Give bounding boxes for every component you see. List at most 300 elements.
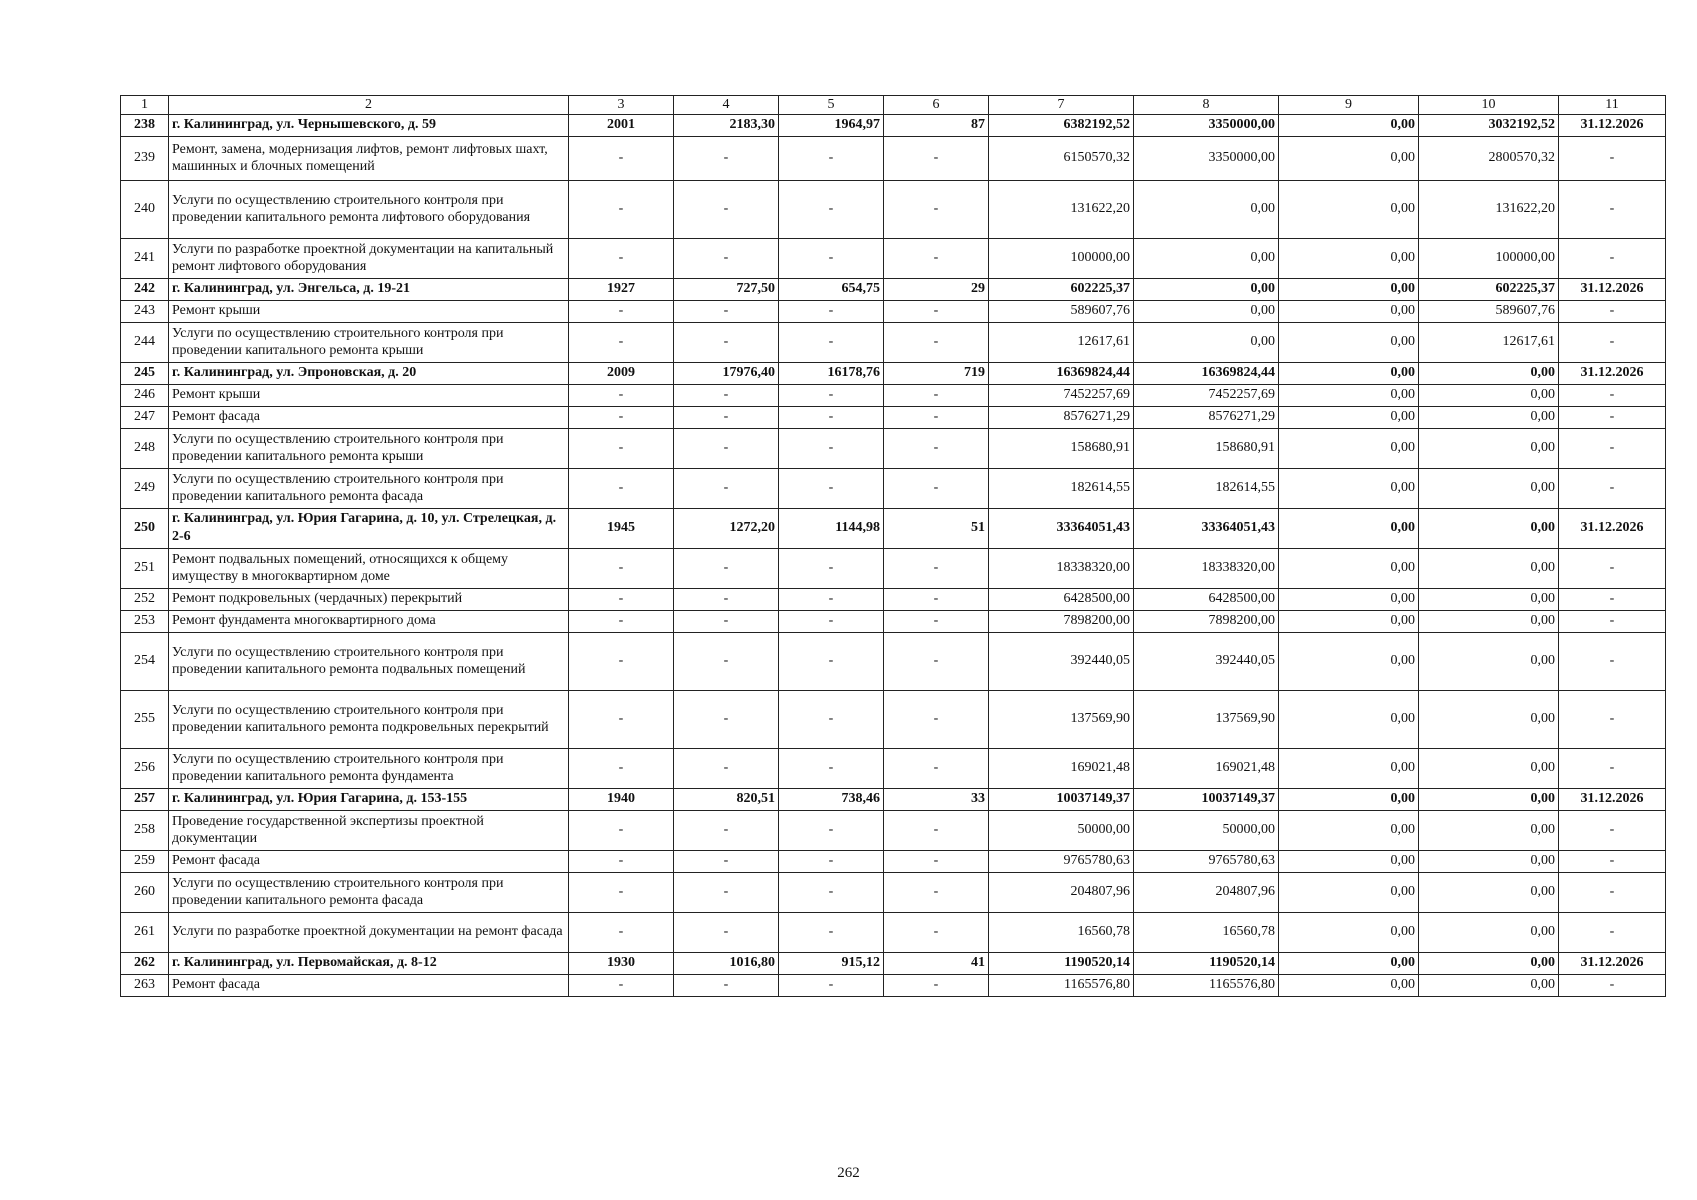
living-area-cell: -	[779, 300, 884, 322]
residents-cell: -	[884, 872, 989, 912]
completion-date-cell: -	[1559, 588, 1666, 610]
living-area-cell: -	[779, 136, 884, 180]
description-cell: Услуги по осуществлению строительного контроля при проведении капитального ремонта подкровельных перекрытий	[169, 690, 569, 748]
residents-cell: 29	[884, 278, 989, 300]
owner-funds-cell: 0,00	[1419, 362, 1559, 384]
residents-cell: -	[884, 974, 989, 996]
owner-funds-cell: 0,00	[1419, 810, 1559, 850]
total-cost-cell: 9765780,63	[989, 850, 1134, 872]
living-area-cell: -	[779, 180, 884, 238]
completion-date-cell: -	[1559, 238, 1666, 278]
owner-funds-cell: 602225,37	[1419, 278, 1559, 300]
column-number: 4	[674, 96, 779, 115]
description-cell: Ремонт фасада	[169, 850, 569, 872]
total-area-cell: -	[674, 300, 779, 322]
year-built-cell: 1930	[569, 952, 674, 974]
row-number-cell: 249	[121, 468, 169, 508]
living-area-cell: -	[779, 322, 884, 362]
fund-amount-cell: 0,00	[1134, 180, 1279, 238]
owner-funds-cell: 0,00	[1419, 850, 1559, 872]
year-built-cell: -	[569, 468, 674, 508]
year-built-cell: -	[569, 748, 674, 788]
other-sources-cell: 0,00	[1279, 428, 1419, 468]
total-area-cell: -	[674, 872, 779, 912]
owner-funds-cell: 589607,76	[1419, 300, 1559, 322]
total-cost-cell: 7898200,00	[989, 610, 1134, 632]
description-cell: Услуги по осуществлению строительного контроля при проведении капитального ремонта крыши	[169, 428, 569, 468]
completion-date-cell: -	[1559, 300, 1666, 322]
row-number-cell: 248	[121, 428, 169, 468]
fund-amount-cell: 392440,05	[1134, 632, 1279, 690]
owner-funds-cell: 0,00	[1419, 872, 1559, 912]
completion-date-cell: -	[1559, 690, 1666, 748]
living-area-cell: -	[779, 810, 884, 850]
work-item-row	[121, 850, 1666, 872]
living-area-cell: -	[779, 468, 884, 508]
work-item-row	[121, 548, 1666, 588]
total-area-cell: -	[674, 588, 779, 610]
other-sources-cell: 0,00	[1279, 810, 1419, 850]
completion-date-cell: -	[1559, 912, 1666, 952]
residents-cell: -	[884, 810, 989, 850]
residents-cell: -	[884, 428, 989, 468]
total-area-cell: -	[674, 632, 779, 690]
other-sources-cell: 0,00	[1279, 632, 1419, 690]
fund-amount-cell: 16560,78	[1134, 912, 1279, 952]
fund-amount-cell: 204807,96	[1134, 872, 1279, 912]
fund-amount-cell: 33364051,43	[1134, 508, 1279, 548]
total-area-cell: 17976,40	[674, 362, 779, 384]
year-built-cell: -	[569, 136, 674, 180]
living-area-cell: -	[779, 428, 884, 468]
total-area-cell: -	[674, 912, 779, 952]
other-sources-cell: 0,00	[1279, 300, 1419, 322]
description-cell: г. Калининград, ул. Первомайская, д. 8-12	[169, 952, 569, 974]
fund-amount-cell: 7898200,00	[1134, 610, 1279, 632]
description-cell: г. Калининград, ул. Чернышевского, д. 59	[169, 114, 569, 136]
description-cell: г. Калининград, ул. Юрия Гагарина, д. 153-155	[169, 788, 569, 810]
year-built-cell: -	[569, 322, 674, 362]
total-cost-cell: 16560,78	[989, 912, 1134, 952]
residents-cell: -	[884, 850, 989, 872]
completion-date-cell: 31.12.2026	[1559, 278, 1666, 300]
total-area-cell: -	[674, 690, 779, 748]
total-cost-cell: 7452257,69	[989, 384, 1134, 406]
description-cell: Проведение государственной экспертизы проектной документации	[169, 810, 569, 850]
row-number-cell: 260	[121, 872, 169, 912]
total-area-cell: -	[674, 610, 779, 632]
residents-cell: -	[884, 468, 989, 508]
owner-funds-cell: 2800570,32	[1419, 136, 1559, 180]
residents-cell: -	[884, 136, 989, 180]
completion-date-cell: -	[1559, 548, 1666, 588]
completion-date-cell: -	[1559, 428, 1666, 468]
total-cost-cell: 392440,05	[989, 632, 1134, 690]
row-number-cell: 263	[121, 974, 169, 996]
address-row	[121, 952, 1666, 974]
total-area-cell: -	[674, 384, 779, 406]
work-item-row	[121, 872, 1666, 912]
other-sources-cell: 0,00	[1279, 748, 1419, 788]
other-sources-cell: 0,00	[1279, 180, 1419, 238]
completion-date-cell: -	[1559, 748, 1666, 788]
year-built-cell: -	[569, 850, 674, 872]
total-cost-cell: 182614,55	[989, 468, 1134, 508]
living-area-cell: 1144,98	[779, 508, 884, 548]
fund-amount-cell: 0,00	[1134, 300, 1279, 322]
total-cost-cell: 10037149,37	[989, 788, 1134, 810]
year-built-cell: -	[569, 810, 674, 850]
total-cost-cell: 50000,00	[989, 810, 1134, 850]
fund-amount-cell: 0,00	[1134, 278, 1279, 300]
owner-funds-cell: 0,00	[1419, 912, 1559, 952]
column-number: 9	[1279, 96, 1419, 115]
owner-funds-cell: 0,00	[1419, 974, 1559, 996]
other-sources-cell: 0,00	[1279, 912, 1419, 952]
total-cost-cell: 169021,48	[989, 748, 1134, 788]
total-cost-cell: 8576271,29	[989, 406, 1134, 428]
year-built-cell: -	[569, 912, 674, 952]
row-number-cell: 256	[121, 748, 169, 788]
total-area-cell: -	[674, 406, 779, 428]
owner-funds-cell: 0,00	[1419, 690, 1559, 748]
year-built-cell: -	[569, 632, 674, 690]
column-number: 1	[121, 96, 169, 115]
residents-cell: 87	[884, 114, 989, 136]
owner-funds-cell: 0,00	[1419, 632, 1559, 690]
residents-cell: 51	[884, 508, 989, 548]
other-sources-cell: 0,00	[1279, 384, 1419, 406]
table-body	[121, 96, 1666, 997]
row-number-cell: 261	[121, 912, 169, 952]
fund-amount-cell: 18338320,00	[1134, 548, 1279, 588]
row-number-cell: 238	[121, 114, 169, 136]
total-area-cell: -	[674, 428, 779, 468]
other-sources-cell: 0,00	[1279, 406, 1419, 428]
total-area-cell: 727,50	[674, 278, 779, 300]
residents-cell: -	[884, 748, 989, 788]
owner-funds-cell: 0,00	[1419, 952, 1559, 974]
column-number: 6	[884, 96, 989, 115]
description-cell: Услуги по осуществлению строительного контроля при проведении капитального ремонта подвальных помещений	[169, 632, 569, 690]
fund-amount-cell: 8576271,29	[1134, 406, 1279, 428]
other-sources-cell: 0,00	[1279, 238, 1419, 278]
description-cell: Услуги по осуществлению строительного контроля при проведении капитального ремонта фасада	[169, 468, 569, 508]
other-sources-cell: 0,00	[1279, 508, 1419, 548]
total-cost-cell: 18338320,00	[989, 548, 1134, 588]
other-sources-cell: 0,00	[1279, 690, 1419, 748]
other-sources-cell: 0,00	[1279, 322, 1419, 362]
year-built-cell: -	[569, 588, 674, 610]
total-area-cell: -	[674, 748, 779, 788]
other-sources-cell: 0,00	[1279, 872, 1419, 912]
year-built-cell: -	[569, 300, 674, 322]
completion-date-cell: 31.12.2026	[1559, 114, 1666, 136]
row-number-cell: 251	[121, 548, 169, 588]
row-number-cell: 258	[121, 810, 169, 850]
total-cost-cell: 6382192,52	[989, 114, 1134, 136]
fund-amount-cell: 158680,91	[1134, 428, 1279, 468]
column-number: 8	[1134, 96, 1279, 115]
address-row	[121, 362, 1666, 384]
living-area-cell: -	[779, 872, 884, 912]
residents-cell: -	[884, 238, 989, 278]
other-sources-cell: 0,00	[1279, 278, 1419, 300]
owner-funds-cell: 0,00	[1419, 788, 1559, 810]
description-cell: Ремонт, замена, модернизация лифтов, ремонт лифтовых шахт, машинных и блочных помещений	[169, 136, 569, 180]
work-item-row	[121, 690, 1666, 748]
work-item-row	[121, 632, 1666, 690]
description-cell: Услуги по осуществлению строительного контроля при проведении капитального ремонта лифтового оборудования	[169, 180, 569, 238]
year-built-cell: 1927	[569, 278, 674, 300]
owner-funds-cell: 0,00	[1419, 548, 1559, 588]
fund-amount-cell: 137569,90	[1134, 690, 1279, 748]
owner-funds-cell: 131622,20	[1419, 180, 1559, 238]
completion-date-cell: -	[1559, 136, 1666, 180]
living-area-cell: 654,75	[779, 278, 884, 300]
total-area-cell: -	[674, 322, 779, 362]
owner-funds-cell: 0,00	[1419, 468, 1559, 508]
total-cost-cell: 131622,20	[989, 180, 1134, 238]
year-built-cell: -	[569, 384, 674, 406]
living-area-cell: -	[779, 610, 884, 632]
work-item-row	[121, 468, 1666, 508]
year-built-cell: -	[569, 690, 674, 748]
owner-funds-cell: 12617,61	[1419, 322, 1559, 362]
total-cost-cell: 100000,00	[989, 238, 1134, 278]
residents-cell: 719	[884, 362, 989, 384]
work-item-row	[121, 384, 1666, 406]
fund-amount-cell: 0,00	[1134, 238, 1279, 278]
other-sources-cell: 0,00	[1279, 136, 1419, 180]
year-built-cell: -	[569, 238, 674, 278]
total-cost-cell: 12617,61	[989, 322, 1134, 362]
column-number-row	[121, 96, 1666, 115]
fund-amount-cell: 169021,48	[1134, 748, 1279, 788]
work-item-row	[121, 912, 1666, 952]
living-area-cell: 915,12	[779, 952, 884, 974]
completion-date-cell: -	[1559, 322, 1666, 362]
work-item-row	[121, 610, 1666, 632]
total-area-cell: 1272,20	[674, 508, 779, 548]
total-cost-cell: 16369824,44	[989, 362, 1134, 384]
column-number: 2	[169, 96, 569, 115]
description-cell: Ремонт крыши	[169, 384, 569, 406]
year-built-cell: 1940	[569, 788, 674, 810]
column-number: 11	[1559, 96, 1666, 115]
total-area-cell: -	[674, 136, 779, 180]
completion-date-cell: -	[1559, 610, 1666, 632]
owner-funds-cell: 0,00	[1419, 508, 1559, 548]
total-cost-cell: 602225,37	[989, 278, 1134, 300]
other-sources-cell: 0,00	[1279, 548, 1419, 588]
description-cell: Услуги по осуществлению строительного контроля при проведении капитального ремонта фасада	[169, 872, 569, 912]
fund-amount-cell: 1165576,80	[1134, 974, 1279, 996]
other-sources-cell: 0,00	[1279, 468, 1419, 508]
total-cost-cell: 1165576,80	[989, 974, 1134, 996]
description-cell: Ремонт подвальных помещений, относящихся к общему имуществу в многоквартирном доме	[169, 548, 569, 588]
total-area-cell: -	[674, 974, 779, 996]
address-row	[121, 508, 1666, 548]
fund-amount-cell: 50000,00	[1134, 810, 1279, 850]
year-built-cell: -	[569, 428, 674, 468]
address-row	[121, 788, 1666, 810]
residents-cell: -	[884, 300, 989, 322]
residents-cell: -	[884, 322, 989, 362]
other-sources-cell: 0,00	[1279, 788, 1419, 810]
fund-amount-cell: 16369824,44	[1134, 362, 1279, 384]
year-built-cell: -	[569, 548, 674, 588]
residents-cell: -	[884, 588, 989, 610]
total-cost-cell: 158680,91	[989, 428, 1134, 468]
owner-funds-cell: 0,00	[1419, 384, 1559, 406]
other-sources-cell: 0,00	[1279, 974, 1419, 996]
other-sources-cell: 0,00	[1279, 114, 1419, 136]
fund-amount-cell: 9765780,63	[1134, 850, 1279, 872]
year-built-cell: 1945	[569, 508, 674, 548]
living-area-cell: -	[779, 690, 884, 748]
owner-funds-cell: 0,00	[1419, 610, 1559, 632]
description-cell: Услуги по осуществлению строительного контроля при проведении капитального ремонта фундамента	[169, 748, 569, 788]
total-area-cell: -	[674, 850, 779, 872]
row-number-cell: 254	[121, 632, 169, 690]
fund-amount-cell: 6428500,00	[1134, 588, 1279, 610]
column-number: 7	[989, 96, 1134, 115]
completion-date-cell: -	[1559, 810, 1666, 850]
work-item-row	[121, 588, 1666, 610]
completion-date-cell: -	[1559, 974, 1666, 996]
living-area-cell: -	[779, 238, 884, 278]
row-number-cell: 246	[121, 384, 169, 406]
owner-funds-cell: 100000,00	[1419, 238, 1559, 278]
fund-amount-cell: 10037149,37	[1134, 788, 1279, 810]
fund-amount-cell: 3350000,00	[1134, 114, 1279, 136]
total-cost-cell: 204807,96	[989, 872, 1134, 912]
residents-cell: -	[884, 610, 989, 632]
completion-date-cell: -	[1559, 180, 1666, 238]
fund-amount-cell: 182614,55	[1134, 468, 1279, 508]
row-number-cell: 240	[121, 180, 169, 238]
work-item-row	[121, 406, 1666, 428]
other-sources-cell: 0,00	[1279, 952, 1419, 974]
row-number-cell: 252	[121, 588, 169, 610]
total-area-cell: -	[674, 810, 779, 850]
completion-date-cell: 31.12.2026	[1559, 952, 1666, 974]
description-cell: Услуги по разработке проектной документации на капитальный ремонт лифтового оборудования	[169, 238, 569, 278]
living-area-cell: -	[779, 748, 884, 788]
other-sources-cell: 0,00	[1279, 610, 1419, 632]
residents-cell: -	[884, 632, 989, 690]
year-built-cell: -	[569, 610, 674, 632]
work-item-row	[121, 136, 1666, 180]
other-sources-cell: 0,00	[1279, 850, 1419, 872]
year-built-cell: -	[569, 406, 674, 428]
total-area-cell: -	[674, 548, 779, 588]
row-number-cell: 250	[121, 508, 169, 548]
fund-amount-cell: 0,00	[1134, 322, 1279, 362]
work-item-row	[121, 300, 1666, 322]
total-cost-cell: 1190520,14	[989, 952, 1134, 974]
residents-cell: -	[884, 384, 989, 406]
completion-date-cell: -	[1559, 850, 1666, 872]
completion-date-cell: -	[1559, 406, 1666, 428]
year-built-cell: -	[569, 974, 674, 996]
row-number-cell: 247	[121, 406, 169, 428]
residents-cell: 41	[884, 952, 989, 974]
residents-cell: -	[884, 690, 989, 748]
work-item-row	[121, 180, 1666, 238]
residents-cell: 33	[884, 788, 989, 810]
living-area-cell: -	[779, 912, 884, 952]
fund-amount-cell: 3350000,00	[1134, 136, 1279, 180]
description-cell: г. Калининград, ул. Юрия Гагарина, д. 10, ул. Стрелецкая, д. 2-6	[169, 508, 569, 548]
living-area-cell: -	[779, 974, 884, 996]
total-cost-cell: 137569,90	[989, 690, 1134, 748]
work-item-row	[121, 322, 1666, 362]
year-built-cell: -	[569, 872, 674, 912]
living-area-cell: -	[779, 384, 884, 406]
total-area-cell: -	[674, 180, 779, 238]
living-area-cell: -	[779, 632, 884, 690]
completion-date-cell: -	[1559, 872, 1666, 912]
residents-cell: -	[884, 406, 989, 428]
total-cost-cell: 589607,76	[989, 300, 1134, 322]
row-number-cell: 241	[121, 238, 169, 278]
living-area-cell: -	[779, 850, 884, 872]
total-cost-cell: 33364051,43	[989, 508, 1134, 548]
total-area-cell: 2183,30	[674, 114, 779, 136]
capital-repair-table	[120, 95, 1666, 997]
residents-cell: -	[884, 548, 989, 588]
other-sources-cell: 0,00	[1279, 588, 1419, 610]
owner-funds-cell: 0,00	[1419, 748, 1559, 788]
work-item-row	[121, 810, 1666, 850]
total-area-cell: -	[674, 238, 779, 278]
living-area-cell: 1964,97	[779, 114, 884, 136]
row-number-cell: 259	[121, 850, 169, 872]
completion-date-cell: 31.12.2026	[1559, 508, 1666, 548]
total-area-cell: -	[674, 468, 779, 508]
completion-date-cell: -	[1559, 384, 1666, 406]
work-item-row	[121, 428, 1666, 468]
row-number-cell: 253	[121, 610, 169, 632]
row-number-cell: 257	[121, 788, 169, 810]
row-number-cell: 243	[121, 300, 169, 322]
fund-amount-cell: 7452257,69	[1134, 384, 1279, 406]
column-number: 3	[569, 96, 674, 115]
completion-date-cell: -	[1559, 632, 1666, 690]
total-area-cell: 1016,80	[674, 952, 779, 974]
address-row	[121, 278, 1666, 300]
description-cell: Ремонт фасада	[169, 974, 569, 996]
row-number-cell: 255	[121, 690, 169, 748]
description-cell: Услуги по разработке проектной документации на ремонт фасада	[169, 912, 569, 952]
year-built-cell: -	[569, 180, 674, 238]
residents-cell: -	[884, 912, 989, 952]
living-area-cell: -	[779, 406, 884, 428]
description-cell: Услуги по осуществлению строительного контроля при проведении капитального ремонта крыши	[169, 322, 569, 362]
address-row	[121, 114, 1666, 136]
owner-funds-cell: 3032192,52	[1419, 114, 1559, 136]
row-number-cell: 245	[121, 362, 169, 384]
living-area-cell: 738,46	[779, 788, 884, 810]
work-item-row	[121, 748, 1666, 788]
column-number: 5	[779, 96, 884, 115]
row-number-cell: 244	[121, 322, 169, 362]
residents-cell: -	[884, 180, 989, 238]
year-built-cell: 2001	[569, 114, 674, 136]
owner-funds-cell: 0,00	[1419, 406, 1559, 428]
